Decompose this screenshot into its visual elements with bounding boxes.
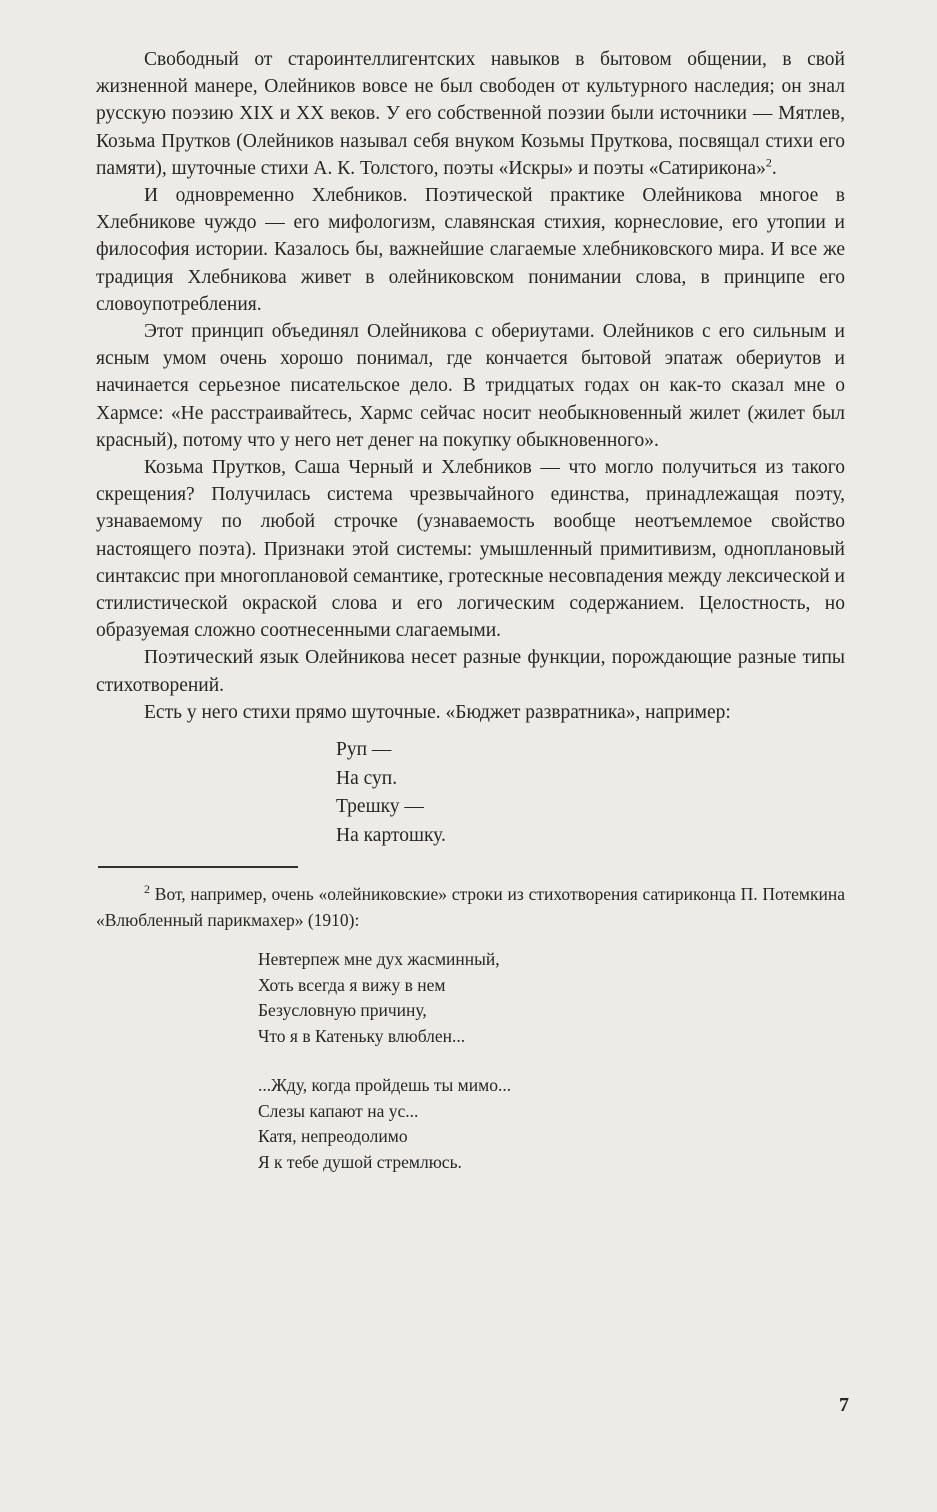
footnote-stanza-2 [258,1073,845,1175]
footnote-poem-line: Что я в Катеньку влюблен... [258,1025,466,1046]
footnote-poem [258,947,845,1175]
footnote-poem-line: Невтерпеж мне дух жасминный, [258,949,500,970]
footnote-stanza-1 [258,947,845,1049]
footnote-poem-line: Катя, непреодолимо [258,1126,408,1147]
footnote-marker: 2 [144,882,150,897]
poem-line: Трешку — [336,796,424,818]
footnote-text: $^2$ Вот, например, очень «олейниковские» строки из стихотворения сатириконца П. Потемкина «Влюбленный парикмахер» (1910): [96,882,845,930]
poem-line: На суп. [336,767,398,789]
footnote-poem-line: Я к тебе душой стремлюсь. [258,1151,462,1172]
page-number: 7 [839,1394,849,1416]
footnote [96,882,845,1175]
footnote-ref[interactable]: 2 [765,155,772,170]
paragraph-6: Есть у него стихи прямо шуточные. «Бюджет развратника», например: [144,701,731,723]
paragraph-1: Свободный от староинтеллигентских навыков в бытовом общении, в свой жизненной манере, Олейников вовсе не был свободен от культурного наследия; он знал русскую поэзию XIX и XX веков. У его собственной поэзии были источники — Мятлев, Козьма Прутков (Олейников называл себя внуком Козьмы Пруткова, посвящал стихи его памяти), шуточные стихи А. К. Толстого, поэты «Искры» и поэты «Сатирикона»$^2$. [96,49,845,179]
footnote-poem-line: ...Жду, когда пройдешь ты мимо... [258,1075,512,1096]
footnote-divider [98,866,298,868]
footnote-poem-line: Хоть всегда я вижу в нем [258,974,446,995]
footnote-poem-line: Слезы капают на ус... [258,1100,419,1121]
paragraph-4: Козьма Прутков, Саша Черный и Хлебников — что могло получиться из такого скрещения? Получилась система чрезвычайного единства, принадлежащая поэту, узнаваемому по любой строчке (узнаваемость вообще неотъемлемое свойство настоящего поэта). Признаки этой системы: умышленный примитивизм, одноплановый синтаксис при многоплановой семантике, гротескные несовпадения между лексической и стилистической окраской слова и его логическим содержанием. Целостность, но образуемая сложно соотнесенными слагаемыми. [96,457,845,642]
footnote-poem-line: Безусловную причину, [258,1000,427,1021]
quoted-poem [336,736,845,850]
poem-line: На картошку. [336,824,446,846]
poem-line: Руп — [336,739,392,761]
paragraph-3: Этот принцип объединял Олейникова с обериутами. Олейников с его сильным и ясным умом очень хорошо понимал, где кончается бытовой эпатаж обериутов и начинается серьезное писательское дело. В тридцатых годах он как-то сказал мне о Хармсе: «Не расстраивайтесь, Хармс сейчас носит необыкновенный жилет (жилет был красный), потому что у него нет денег на покупку обыкновенного». [96,321,845,451]
main-text [96,46,845,726]
paragraph-5: Поэтический язык Олейникова несет разные функции, порождающие разные типы стихотворений. [96,647,845,696]
paragraph-2: И одновременно Хлебников. Поэтической практике Олейникова многое в Хлебникове чуждо — его мифологизм, славянская стихия, корнесловие, его утопии и философия истории. Казалось бы, важнейшие слагаемые хлебниковского мира. И все же традиция Хлебникова живет в олейниковском понимании слова, в принципе его словоупотребления. [96,185,845,315]
